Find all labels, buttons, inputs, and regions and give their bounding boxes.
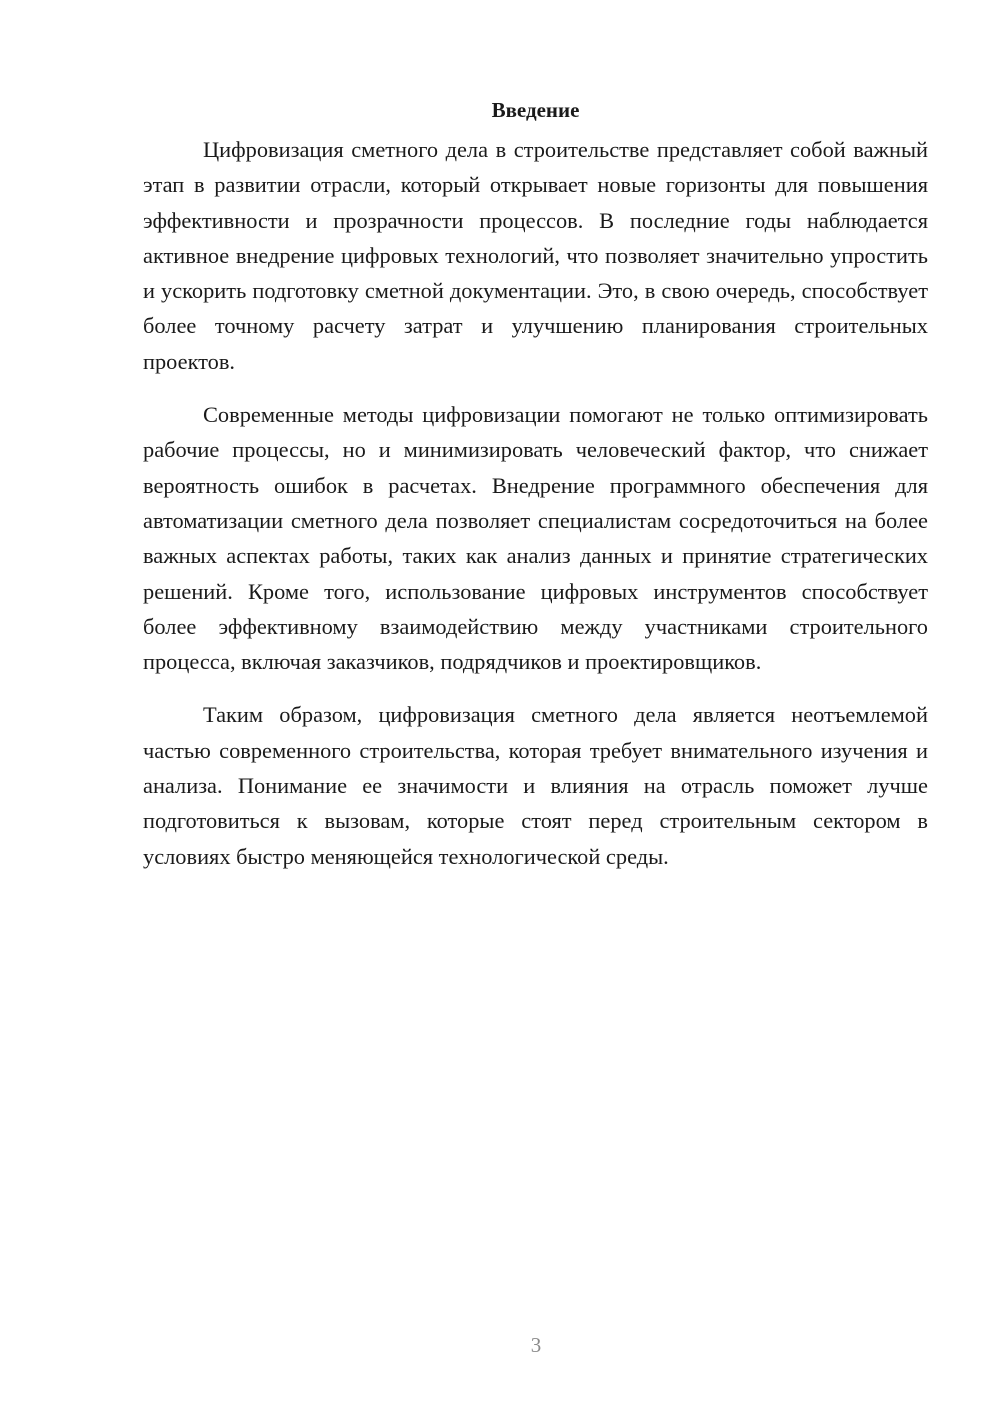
page-content: [143, 92, 928, 892]
page-number: 3: [530, 1333, 542, 1357]
paragraph-2: Современные методы цифровизации помогают не только оптимизировать рабочие процессы, но и минимизировать человеческий фактор, что снижает вероятность ошибок в расчетах. Внедрение программного обеспечения для автоматизации сметного дела позволяет специалистам сосредоточиться на более важных аспектах работы, таких как анализ данных и принятие стратегических решений. Кроме того, использование цифровых инструментов способствует более эффективному взаимодействию между участниками строительного процесса, включая заказчиков, подрядчиков и проектировщиков.: [143, 402, 928, 675]
paragraph-1: Цифровизация сметного дела в строительстве представляет собой важный этап в развитии отрасли, который открывает новые горизонты для повышения эффективности и прозрачности процессов. В последние годы наблюдается активное внедрение цифровых технологий, что позволяет значительно упростить и ускорить подготовку сметной документации. Это, в свою очередь, способствует более точному расчету затрат и улучшению планирования строительных проектов.: [143, 137, 928, 374]
paragraph-3: Таким образом, цифровизация сметного дела является неотъемлемой частью современного строительства, которая требует внимательного изучения и анализа. Понимание ее значимости и влияния на отрасль поможет лучше подготовиться к вызовам, которые стоят перед строительным сектором в условиях быстро меняющейся технологической среды.: [143, 702, 928, 869]
section-heading: Введение: [491, 98, 580, 122]
